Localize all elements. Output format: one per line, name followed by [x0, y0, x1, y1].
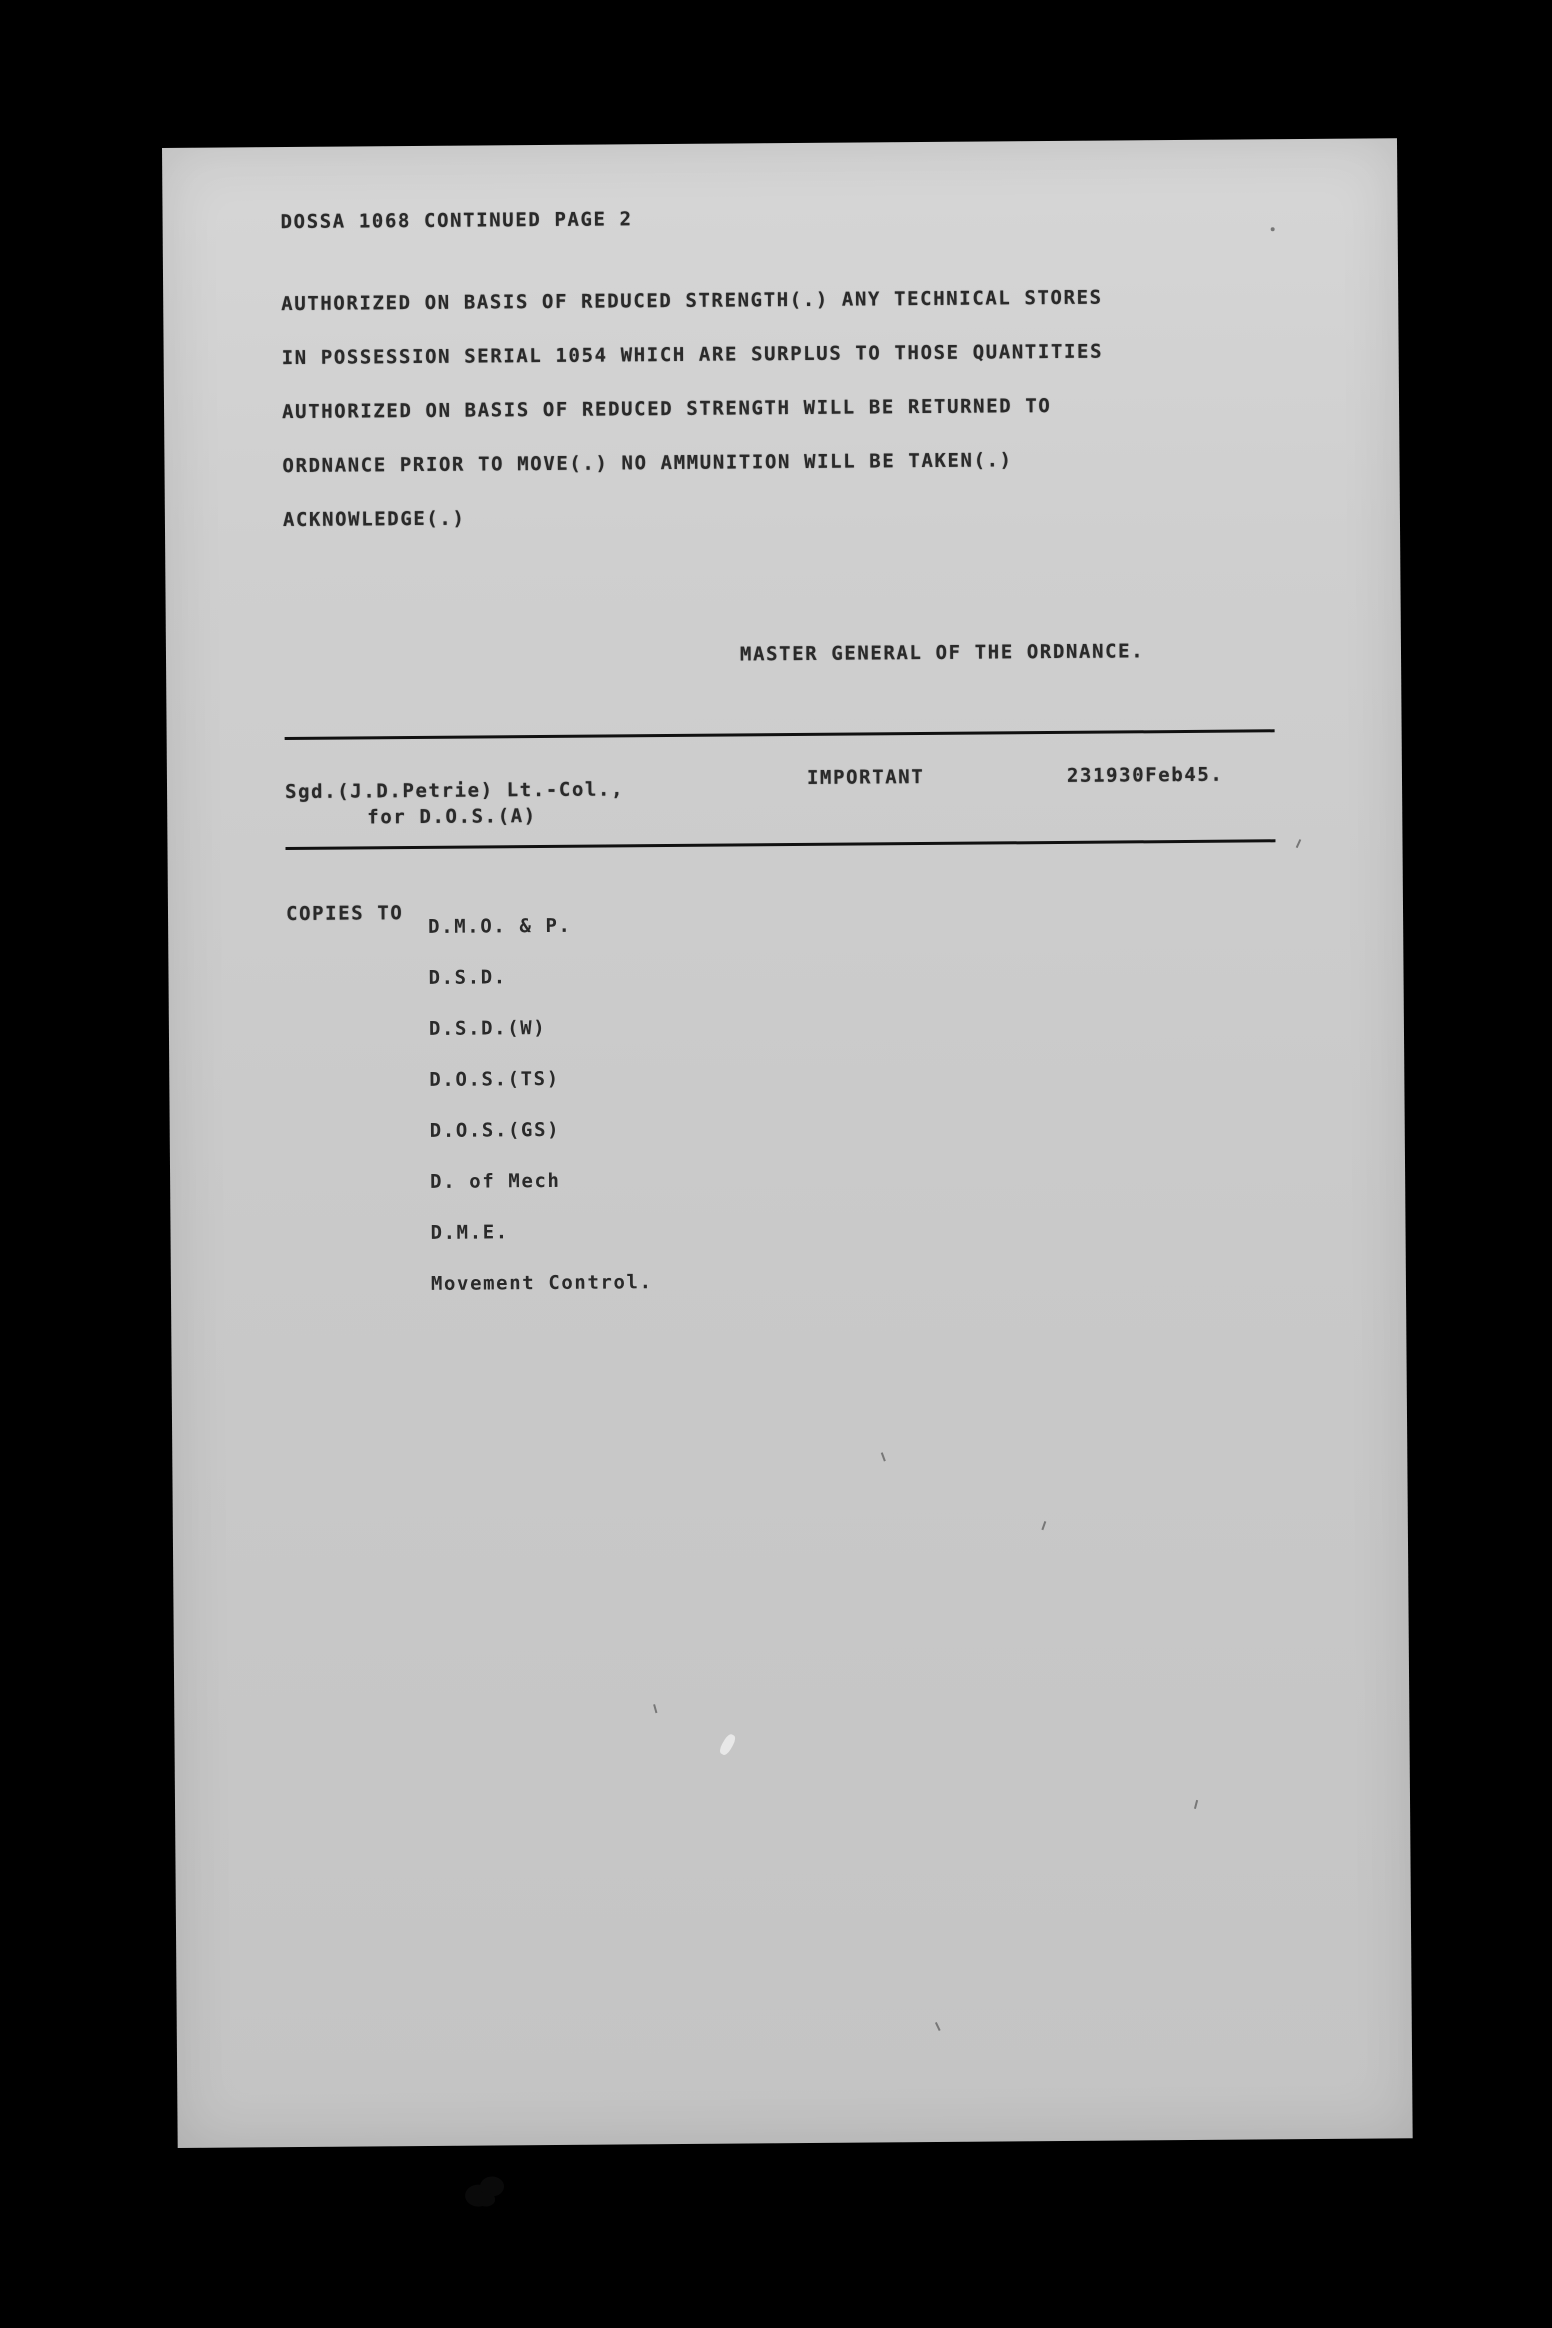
priority-label: IMPORTANT [806, 766, 925, 789]
copies-label: COPIES TO [285, 902, 404, 926]
signed-for: for D.O.S.(A) [367, 805, 537, 829]
scan-speck [653, 1704, 657, 1713]
copies-item: Movement Control. [430, 1271, 653, 1295]
divider-top [285, 729, 1275, 740]
ink-blot-icon [460, 2171, 510, 2211]
copies-item: D.S.D.(W) [428, 1017, 547, 1040]
date-time-group: 231930Feb45. [1066, 763, 1224, 787]
copies-item: D.M.O. & P. [428, 914, 572, 938]
copies-list [428, 914, 653, 1324]
body-line: AUTHORIZED ON BASIS OF REDUCED STRENGTH(.) ANY TECHNICAL STORES [281, 286, 1103, 316]
scan-speck [1271, 227, 1275, 231]
copies-item: D. of Mech [430, 1169, 561, 1193]
page-header: DOSSA 1068 CONTINUED PAGE 2 [280, 208, 633, 234]
signed-by: Sgd.(J.D.Petrie) Lt.-Col., [284, 778, 625, 804]
copies-item: D.M.E. [430, 1221, 509, 1244]
copies-item: D.O.S.(GS) [429, 1118, 561, 1142]
scan-speck [881, 1452, 886, 1461]
scan-speck [718, 1733, 738, 1757]
body-line: IN POSSESSION SERIAL 1054 WHICH ARE SURPLUS TO THOSE QUANTITIES [281, 340, 1104, 370]
document-page [162, 138, 1413, 2148]
copies-item: D.S.D. [428, 966, 507, 989]
scan-speck [1296, 839, 1302, 848]
scan-speck [935, 2022, 941, 2031]
copies-item: D.O.S.(TS) [429, 1067, 560, 1091]
signature-title: MASTER GENERAL OF THE ORDNANCE. [739, 640, 1145, 666]
divider-bottom [285, 839, 1275, 850]
body-line: AUTHORIZED ON BASIS OF REDUCED STRENGTH WILL BE RETURNED TO [281, 395, 1052, 424]
scan-speck [1041, 1521, 1046, 1530]
body-line: ORDNANCE PRIOR TO MOVE(.) NO AMMUNITION WILL BE TAKEN(.) [282, 449, 1013, 478]
scan-speck [1194, 1800, 1198, 1809]
body-line: ACKNOWLEDGE(.) [282, 507, 466, 532]
